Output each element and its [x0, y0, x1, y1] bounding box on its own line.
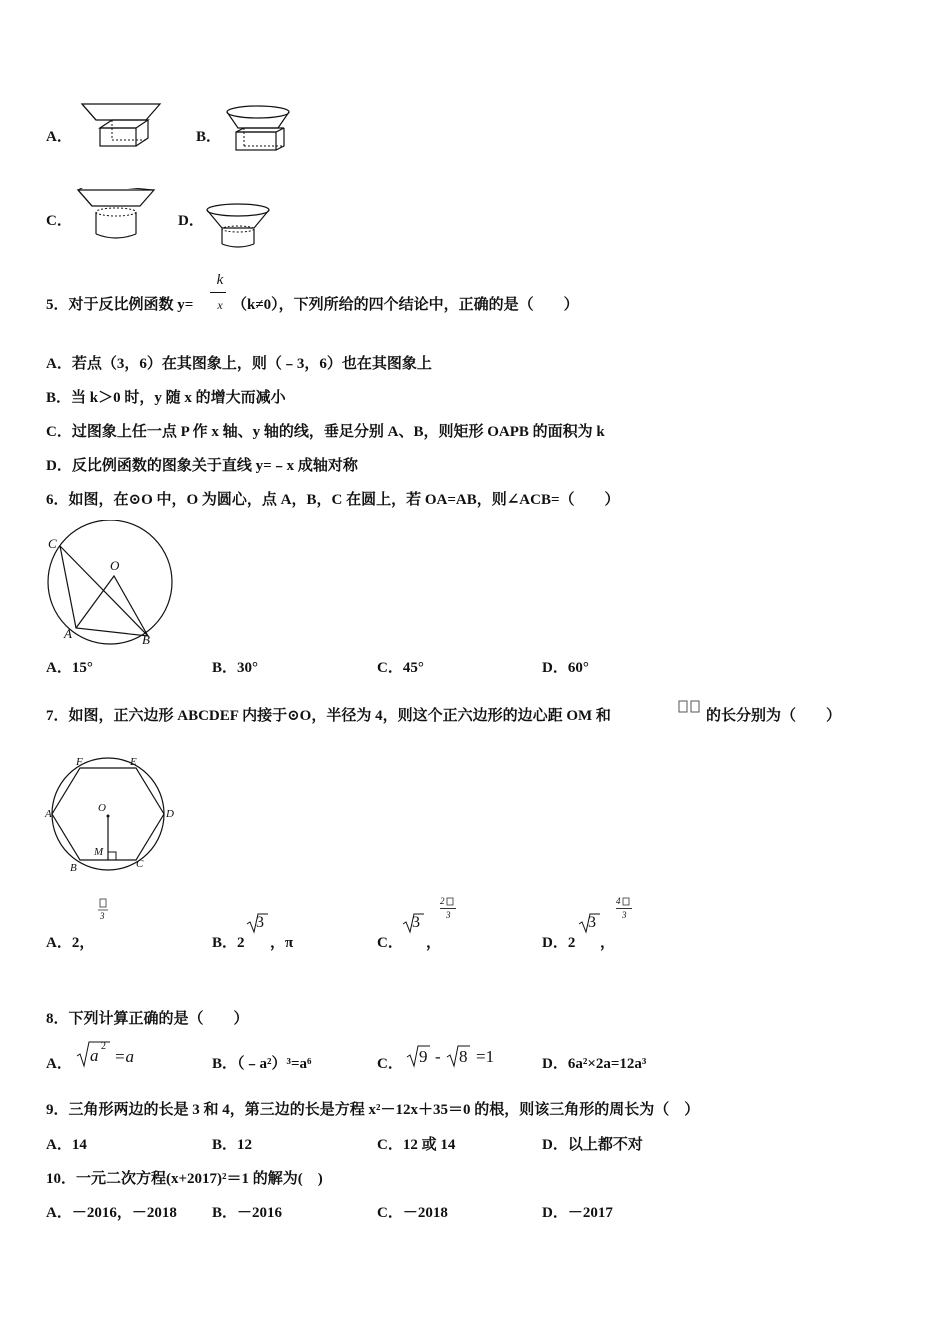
q8-option-c-label: C．	[377, 1056, 403, 1072]
q7-hexagon-figure	[44, 754, 176, 874]
q7-label-e: E	[130, 756, 137, 768]
q7-option-a-fraction-denominator: 3	[100, 911, 105, 921]
q7-missing-symbol-icon	[678, 700, 702, 714]
q6-label-a: A	[64, 626, 72, 641]
q9-stem: 9．三角形两边的长是 3 和 4，第三边的长是方程 x²－12x＋35＝0 的根，则该三角形的周长为（ ）	[46, 1102, 700, 1118]
q8-option-c-rhs: =1	[476, 1047, 495, 1066]
q7-option-d-sqrt-value: 3	[588, 914, 596, 931]
q8-option-c-minus: -	[435, 1047, 441, 1066]
q6-option-c: C．45°	[377, 660, 424, 676]
q7-label-b: B	[70, 862, 77, 874]
q7-option-c-suffix: ，	[426, 935, 442, 951]
q5-option-b: B．当 k＞0 时，y 随 x 的增大而减小	[46, 390, 286, 406]
q5-option-a: A．若点（3，6）在其图象上，则（﹣3，6）也在其图象上	[46, 356, 432, 372]
q9-option-c: C．12 或 14	[377, 1137, 456, 1153]
q7-option-d-fraction-numerator: 4	[616, 896, 621, 906]
q10-option-a: A．－2016，－2018	[46, 1205, 177, 1221]
q6-label-b: B	[142, 632, 150, 647]
q5-stem-suffix: （k≠0），下列所给的四个结论中，正确的是（ ）	[232, 297, 579, 313]
q4-option-a-label: A．	[46, 129, 72, 145]
q7-option-c-fraction-bar	[440, 908, 456, 909]
q7-label-f: F	[76, 756, 83, 768]
q4-option-d-label: D．	[178, 213, 204, 229]
q10-option-c: C．－2018	[377, 1205, 448, 1221]
q8-stem: 8．下列计算正确的是（ ）	[46, 1011, 249, 1027]
q4-option-b-label: B．	[196, 129, 222, 145]
q7-option-d-prefix: D．2	[542, 935, 576, 951]
q10-option-d: D．－2017	[542, 1205, 613, 1221]
q7-option-c-fraction-denominator: 3	[446, 910, 451, 920]
q4-figure-a	[80, 102, 162, 150]
q6-stem: 6．如图，在⊙O 中，O 为圆心，点 A，B，C 在圆上，若 OA=AB，则∠ACB=（ ）	[46, 492, 620, 508]
q7-stem-prefix: 7．如图，正六边形 ABCDEF 内接于⊙O，半径为 4，则这个正六边形的边心距 OM 和	[46, 708, 611, 724]
q7-label-a: A	[45, 808, 52, 820]
q8-option-d: D．6a²×2a=12a³	[542, 1056, 647, 1072]
q8-option-c-radicand-1: 9	[419, 1047, 428, 1066]
q9-option-a: A．14	[46, 1137, 87, 1153]
q6-option-d: D．60°	[542, 660, 589, 676]
q4-figure-b	[224, 104, 294, 156]
q10-option-b: B．－2016	[212, 1205, 283, 1221]
q8-option-b: B．（﹣a²）³=a⁶	[212, 1056, 312, 1072]
q7-option-c-pi-placeholder	[446, 897, 456, 907]
q9-option-d: D．以上都不对	[542, 1137, 643, 1153]
q8-option-c-radicand-2: 8	[459, 1047, 468, 1066]
q9-option-b: B．12	[212, 1137, 253, 1153]
q6-option-a: A．15°	[46, 660, 93, 676]
q8-option-a-var: a	[90, 1046, 99, 1065]
q5-stem-prefix: 5．对于反比例函数 y=	[46, 297, 194, 313]
q6-label-c: C	[48, 536, 57, 551]
q7-option-c-fraction-numerator: 2	[440, 896, 445, 906]
q5-option-c: C．过图象上任一点 P 作 x 轴、y 轴的线，垂足分别 A、B，则矩形 OAPB 的面积为 k	[46, 424, 605, 440]
q6-option-b: B．30°	[212, 660, 259, 676]
q5-fraction-numerator: k	[216, 272, 224, 288]
q8-option-a-exponent: 2	[101, 1041, 106, 1052]
q7-option-a: A．2，	[46, 935, 95, 951]
q5-fraction-denominator: x	[217, 298, 223, 312]
q8-option-a-rhs: =a	[114, 1047, 134, 1066]
q7-option-d-suffix: ，	[600, 935, 616, 951]
q7-option-b-prefix: B．2	[212, 935, 245, 951]
q7-option-b-sqrt-value: 3	[256, 914, 264, 931]
q4-option-c-label: C．	[46, 213, 72, 229]
q7-option-d-fraction-bar	[616, 908, 632, 909]
q7-option-b-suffix: ，π	[270, 935, 294, 951]
q7-option-d-fraction-denominator: 3	[622, 910, 627, 920]
q7-label-d: D	[166, 808, 174, 820]
q7-option-d-pi-placeholder	[622, 897, 632, 907]
q7-option-c-prefix: C．	[377, 935, 403, 951]
q7-stem-suffix: 的长分别为（ ）	[706, 708, 842, 724]
q7-label-c: C	[136, 858, 144, 870]
q5-option-d: D．反比例函数的图象关于直线 y=﹣x 成轴对称	[46, 458, 358, 474]
q6-label-o: O	[110, 558, 120, 573]
q7-option-c-sqrt-value: 3	[412, 914, 420, 931]
q7-label-m: M	[94, 846, 104, 858]
q10-stem: 10．一元二次方程(x+2017)²＝1 的解为( )	[46, 1171, 323, 1187]
q4-figure-d	[204, 202, 274, 254]
q4-figure-c	[76, 188, 158, 244]
q5-fraction-bar	[210, 292, 226, 293]
q7-label-o: O	[98, 802, 106, 814]
q8-option-a-label: A．	[46, 1056, 72, 1072]
